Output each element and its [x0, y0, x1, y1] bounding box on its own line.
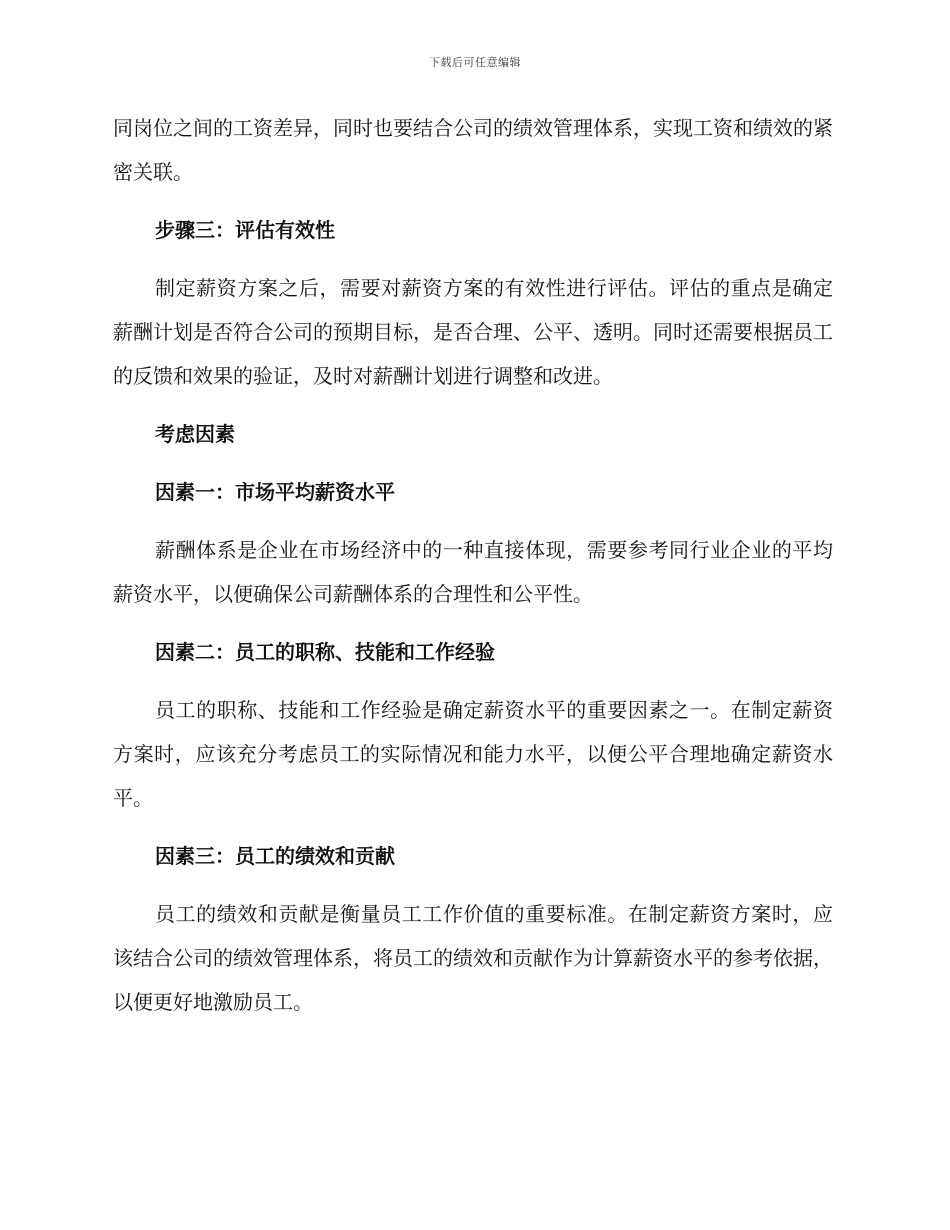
- heading-factor-one: 因素一：市场平均薪资水平: [155, 480, 395, 504]
- paragraph-continued: 同岗位之间的工资差异，同时也要结合公司的绩效管理体系，实现工资和绩效的紧密关联。: [113, 116, 833, 184]
- paragraph-factor-one: 薪酬体系是企业在市场经济中的一种直接体现，需要参考同行业企业的平均薪资水平，以便确保公司薪酬体系的合理性和公平性。: [113, 538, 833, 606]
- paragraph-factor-three: 员工的绩效和贡献是衡量员工工作价值的重要标准。在制定薪资方案时，应该结合公司的绩效管理体系，将员工的绩效和贡献作为计算薪资水平的参考依据，以便更好地激励员工。: [113, 902, 833, 1014]
- paragraph-evaluate: 制定薪资方案之后，需要对薪资方案的有效性进行评估。评估的重点是确定薪酬计划是否符合公司的预期目标，是否合理、公平、透明。同时还需要根据员工的反馈和效果的验证，及时对薪酬计划进行调整和改进。: [113, 276, 833, 388]
- page-header: 下载后可任意编辑: [429, 56, 521, 69]
- document-body: [113, 106, 833, 1024]
- paragraph-factor-two: 员工的职称、技能和工作经验是确定薪资水平的重要因素之一。在制定薪资方案时，应该充分考虑员工的实际情况和能力水平，以便公平合理地确定薪资水平。: [113, 698, 833, 810]
- heading-factor-two: 因素二：员工的职称、技能和工作经验: [155, 640, 495, 664]
- heading-considerations: 考虑因素: [155, 422, 235, 446]
- heading-factor-three: 因素三：员工的绩效和贡献: [155, 844, 395, 868]
- heading-step-three: 步骤三：评估有效性: [155, 218, 335, 242]
